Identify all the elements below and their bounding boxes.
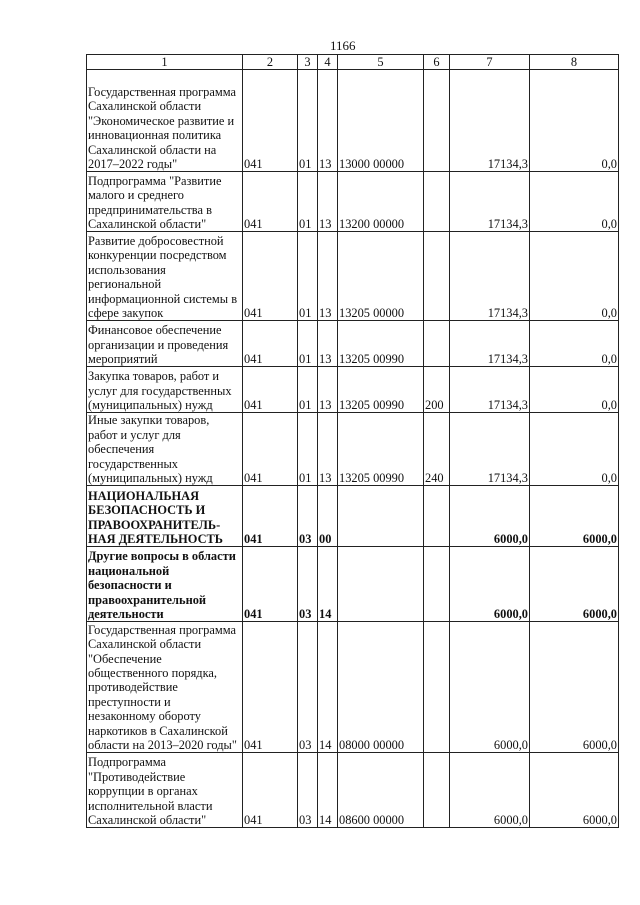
subsection-code: 13 xyxy=(318,367,338,413)
page-number: 1166 xyxy=(330,38,356,53)
column-header: 8 xyxy=(530,55,619,70)
target-article-code xyxy=(338,486,424,547)
target-article-code: 13205 00000 xyxy=(338,232,424,321)
expense-type-code xyxy=(424,232,450,321)
table-row xyxy=(87,70,619,172)
row-name: Государственная программа Сахалинской области "Обеспечение общественного порядка, противодействие преступности и незаконному обороту наркотиков в Сахалинской области на 2013–2020 годы" xyxy=(87,622,243,753)
table-row xyxy=(87,232,619,321)
subsection-code: 14 xyxy=(318,753,338,828)
amount-1: 17134,3 xyxy=(450,232,530,321)
ved-code: 041 xyxy=(243,486,298,547)
amount-2: 0,0 xyxy=(530,70,619,172)
table-row xyxy=(87,547,619,622)
row-name: Другие вопросы в области национальной безопасности и правоохранительной деятельности xyxy=(87,547,243,622)
amount-1: 17134,3 xyxy=(450,413,530,486)
target-article-code: 13000 00000 xyxy=(338,70,424,172)
expense-type-code xyxy=(424,70,450,172)
section-code: 01 xyxy=(298,70,318,172)
subsection-code: 14 xyxy=(318,622,338,753)
subsection-code: 13 xyxy=(318,413,338,486)
amount-1: 6000,0 xyxy=(450,547,530,622)
expense-type-code xyxy=(424,547,450,622)
subsection-code: 13 xyxy=(318,321,338,367)
expense-type-code xyxy=(424,753,450,828)
section-code: 01 xyxy=(298,232,318,321)
amount-2: 0,0 xyxy=(530,367,619,413)
amount-1: 17134,3 xyxy=(450,321,530,367)
target-article-code: 08000 00000 xyxy=(338,622,424,753)
subsection-code: 14 xyxy=(318,547,338,622)
row-name: НАЦИОНАЛЬНАЯ БЕЗОПАСНОСТЬ И ПРАВООХРАНИТЕЛЬ-НАЯ ДЕЯТЕЛЬНОСТЬ xyxy=(87,486,243,547)
ved-code: 041 xyxy=(243,753,298,828)
target-article-code xyxy=(338,547,424,622)
column-header: 3 xyxy=(298,55,318,70)
table-row xyxy=(87,367,619,413)
table-header-row xyxy=(87,55,619,70)
amount-2: 6000,0 xyxy=(530,753,619,828)
subsection-code: 13 xyxy=(318,172,338,232)
amount-1: 6000,0 xyxy=(450,486,530,547)
subsection-code: 13 xyxy=(318,232,338,321)
budget-table xyxy=(86,54,619,828)
amount-1: 17134,3 xyxy=(450,70,530,172)
amount-1: 17134,3 xyxy=(450,172,530,232)
target-article-code: 13205 00990 xyxy=(338,367,424,413)
section-code: 01 xyxy=(298,367,318,413)
column-header: 2 xyxy=(243,55,298,70)
table-row xyxy=(87,413,619,486)
target-article-code: 13205 00990 xyxy=(338,413,424,486)
ved-code: 041 xyxy=(243,622,298,753)
column-header: 7 xyxy=(450,55,530,70)
section-code: 03 xyxy=(298,753,318,828)
amount-1: 6000,0 xyxy=(450,622,530,753)
row-name: Государственная программа Сахалинской области "Экономическое развитие и инновационная политика Сахалинской области на 2017–2022 годы" xyxy=(87,70,243,172)
amount-2: 6000,0 xyxy=(530,547,619,622)
ved-code: 041 xyxy=(243,413,298,486)
table-row xyxy=(87,622,619,753)
section-code: 01 xyxy=(298,321,318,367)
ved-code: 041 xyxy=(243,367,298,413)
amount-2: 0,0 xyxy=(530,321,619,367)
expense-type-code: 240 xyxy=(424,413,450,486)
section-code: 03 xyxy=(298,547,318,622)
amount-1: 6000,0 xyxy=(450,753,530,828)
table-row xyxy=(87,486,619,547)
row-name: Иные закупки товаров, работ и услуг для обеспечения государственных (муниципальных) нужд xyxy=(87,413,243,486)
ved-code: 041 xyxy=(243,172,298,232)
row-name: Финансовое обеспечение организации и проведения мероприятий xyxy=(87,321,243,367)
table-row xyxy=(87,172,619,232)
row-name: Развитие добросовестной конкуренции посредством использования региональной информационной системы в сфере закупок xyxy=(87,232,243,321)
ved-code: 041 xyxy=(243,321,298,367)
amount-1: 17134,3 xyxy=(450,367,530,413)
section-code: 01 xyxy=(298,413,318,486)
column-header: 6 xyxy=(424,55,450,70)
row-name: Подпрограмма "Развитие малого и среднего предпринимательства в Сахалинской области" xyxy=(87,172,243,232)
section-code: 03 xyxy=(298,486,318,547)
amount-2: 6000,0 xyxy=(530,622,619,753)
row-name: Закупка товаров, работ и услуг для государственных (муниципальных) нужд xyxy=(87,367,243,413)
expense-type-code: 200 xyxy=(424,367,450,413)
table-row xyxy=(87,321,619,367)
row-name: Подпрограмма "Противодействие коррупции в органах исполнительной власти Сахалинской области" xyxy=(87,753,243,828)
expense-type-code xyxy=(424,172,450,232)
column-header: 1 xyxy=(87,55,243,70)
subsection-code: 13 xyxy=(318,70,338,172)
target-article-code: 13200 00000 xyxy=(338,172,424,232)
target-article-code: 08600 00000 xyxy=(338,753,424,828)
ved-code: 041 xyxy=(243,547,298,622)
column-header: 4 xyxy=(318,55,338,70)
table-row xyxy=(87,753,619,828)
expense-type-code xyxy=(424,622,450,753)
section-code: 01 xyxy=(298,172,318,232)
amount-2: 0,0 xyxy=(530,413,619,486)
subsection-code: 00 xyxy=(318,486,338,547)
expense-type-code xyxy=(424,321,450,367)
amount-2: 0,0 xyxy=(530,232,619,321)
amount-2: 0,0 xyxy=(530,172,619,232)
ved-code: 041 xyxy=(243,70,298,172)
amount-2: 6000,0 xyxy=(530,486,619,547)
expense-type-code xyxy=(424,486,450,547)
section-code: 03 xyxy=(298,622,318,753)
target-article-code: 13205 00990 xyxy=(338,321,424,367)
ved-code: 041 xyxy=(243,232,298,321)
column-header: 5 xyxy=(338,55,424,70)
